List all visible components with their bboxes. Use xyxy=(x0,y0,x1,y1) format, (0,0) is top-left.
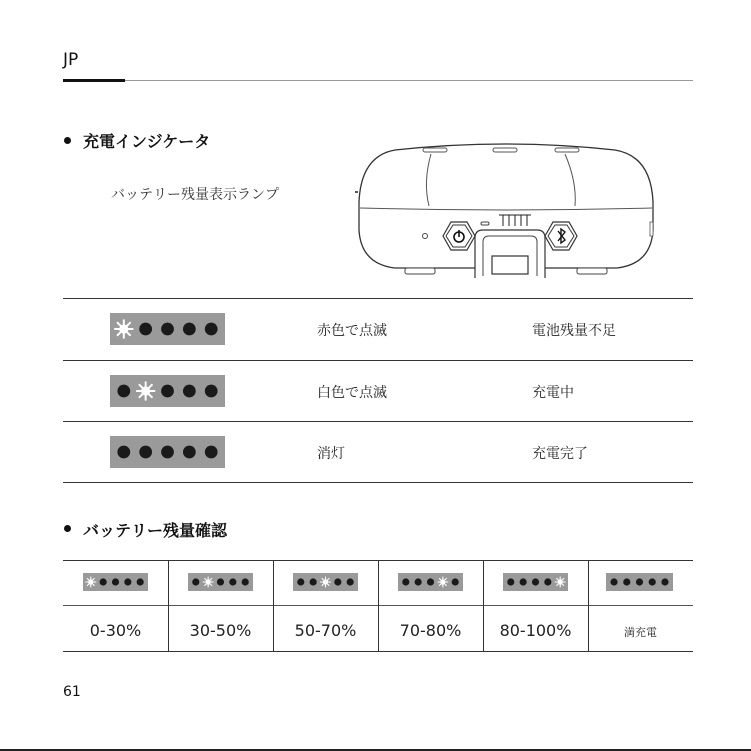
level-4-indicator xyxy=(398,573,463,591)
row-1-meaning: 電池残量不足 xyxy=(532,323,616,339)
led-blinking-icon xyxy=(203,577,213,587)
level-6-range: 満充電 xyxy=(624,626,657,639)
led-blinking-icon xyxy=(86,577,96,587)
header-rule-accent xyxy=(63,79,125,82)
level-1-range: 0-30% xyxy=(89,621,142,640)
led-dots xyxy=(110,375,225,407)
level-3-range: 50-70% xyxy=(294,621,357,640)
row-2-behavior: 白色で点滅 xyxy=(317,385,387,401)
led-on-icon xyxy=(507,578,514,585)
led-on-icon xyxy=(347,578,354,585)
led-on-icon xyxy=(161,446,174,459)
led-on-icon xyxy=(217,578,224,585)
led-on-icon xyxy=(112,578,119,585)
led-blinking-icon xyxy=(555,577,565,587)
battery-level-table xyxy=(63,560,693,652)
led-dots xyxy=(606,573,673,591)
row-2-meaning: 充電中 xyxy=(532,385,574,401)
led-blinking-icon xyxy=(115,320,133,338)
section1-title: 充電インジケータ xyxy=(83,132,211,151)
led-dots xyxy=(293,573,358,591)
level-5-indicator xyxy=(503,573,568,591)
led-on-icon xyxy=(100,578,107,585)
led-on-icon xyxy=(161,323,174,336)
level-2-indicator xyxy=(188,573,253,591)
led-on-icon xyxy=(183,446,196,459)
led-dots xyxy=(398,573,463,591)
led-on-icon xyxy=(452,578,459,585)
led-on-icon xyxy=(229,578,236,585)
level-5-range: 80-100% xyxy=(499,621,572,640)
led-blinking-icon xyxy=(321,577,331,587)
indicator-row-3 xyxy=(110,436,225,468)
section1-bullet xyxy=(64,137,71,144)
led-on-icon xyxy=(544,578,551,585)
led-dots xyxy=(110,313,225,345)
led-on-icon xyxy=(334,578,341,585)
led-dots xyxy=(110,436,225,468)
language-label: JP xyxy=(63,50,79,70)
led-on-icon xyxy=(297,578,304,585)
led-dots xyxy=(503,573,568,591)
led-dots xyxy=(188,573,253,591)
led-on-icon xyxy=(117,446,130,459)
led-on-icon xyxy=(610,578,617,585)
table1-top-rule xyxy=(63,298,693,299)
led-on-icon xyxy=(183,323,196,336)
led-on-icon xyxy=(137,578,144,585)
section2-bullet xyxy=(64,525,71,532)
header-rule xyxy=(63,80,693,81)
led-on-icon xyxy=(623,578,630,585)
section2-title: バッテリー残量確認 xyxy=(83,521,228,540)
led-on-icon xyxy=(242,578,249,585)
indicator-callout-label: バッテリー残量表示ランプ xyxy=(111,187,279,203)
led-on-icon xyxy=(661,578,668,585)
led-blinking-icon xyxy=(137,382,155,400)
led-on-icon xyxy=(310,578,317,585)
level-3-indicator xyxy=(293,573,358,591)
indicator-row-1 xyxy=(110,313,225,345)
row-1-behavior: 赤色で点滅 xyxy=(317,323,387,339)
table1-rule-1 xyxy=(63,360,693,361)
level-column-1 xyxy=(63,560,168,652)
led-on-icon xyxy=(402,578,409,585)
led-on-icon xyxy=(636,578,643,585)
row-3-behavior: 消灯 xyxy=(317,446,345,462)
led-on-icon xyxy=(205,385,218,398)
led-on-icon xyxy=(427,578,434,585)
led-on-icon xyxy=(205,446,218,459)
led-blinking-icon xyxy=(438,577,448,587)
led-on-icon xyxy=(161,385,174,398)
table1-bottom-rule xyxy=(63,482,693,483)
led-dots xyxy=(83,573,148,591)
led-on-icon xyxy=(183,385,196,398)
indicator-row-2 xyxy=(110,375,225,407)
led-on-icon xyxy=(520,578,527,585)
level-column-4 xyxy=(378,560,483,652)
led-on-icon xyxy=(415,578,422,585)
led-on-icon xyxy=(139,446,152,459)
level-4-range: 70-80% xyxy=(399,621,462,640)
charging-case-illustration xyxy=(355,142,655,278)
row-3-meaning: 充電完了 xyxy=(532,446,588,462)
led-on-icon xyxy=(192,578,199,585)
level-column-6 xyxy=(588,560,693,652)
level-column-2 xyxy=(168,560,273,652)
level-1-indicator xyxy=(83,573,148,591)
level-column-5 xyxy=(483,560,588,652)
led-on-icon xyxy=(139,323,152,336)
page-number: 61 xyxy=(63,684,81,700)
led-on-icon xyxy=(117,385,130,398)
led-on-icon xyxy=(532,578,539,585)
led-on-icon xyxy=(649,578,656,585)
level-column-3 xyxy=(273,560,378,652)
led-on-icon xyxy=(124,578,131,585)
level-2-range: 30-50% xyxy=(189,621,252,640)
level-6-indicator xyxy=(606,573,673,591)
led-on-icon xyxy=(205,323,218,336)
table1-rule-2 xyxy=(63,421,693,422)
